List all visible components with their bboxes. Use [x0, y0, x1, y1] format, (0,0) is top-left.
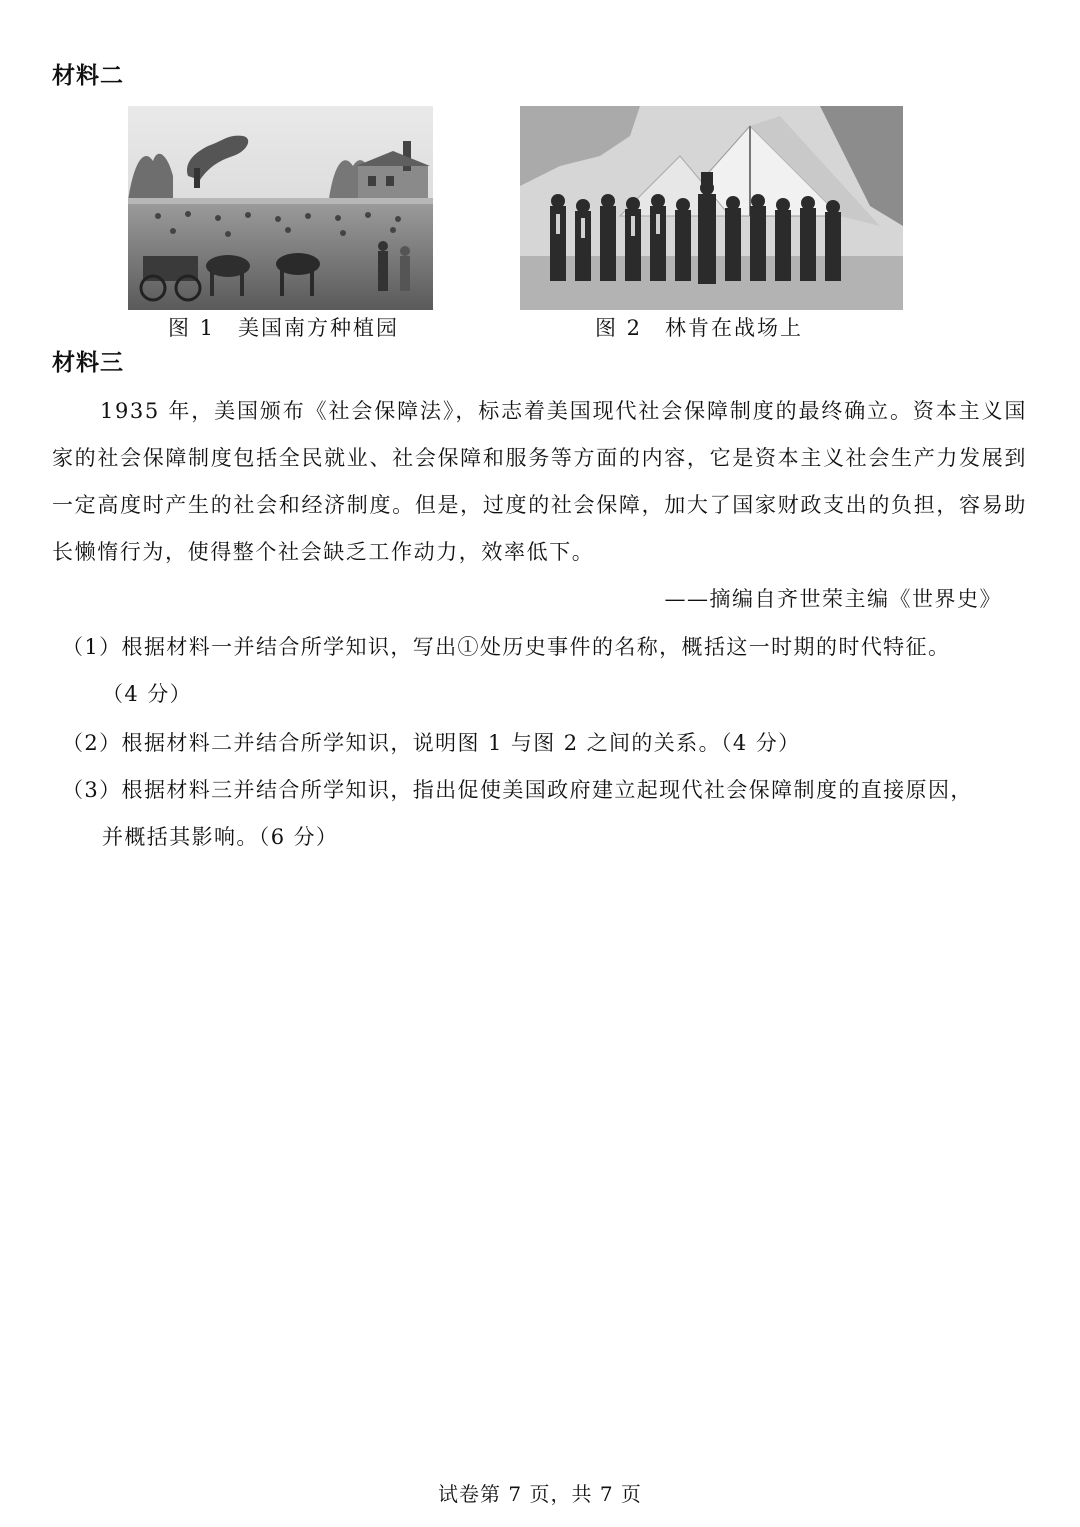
- figure-1-plantation: [128, 106, 433, 310]
- figure-1-caption: 图 1 美国南方种植园: [168, 316, 400, 340]
- question-1-score: （4 分）: [102, 682, 193, 706]
- figure-2-lincoln: [520, 106, 903, 310]
- question-1: [62, 624, 1037, 718]
- material-3-heading: 材料三: [52, 350, 124, 376]
- question-3: [62, 767, 1037, 861]
- question-3-text: （3）根据材料三并结合所学知识，指出促使美国政府建立起现代社会保障制度的直接原因，: [62, 778, 973, 802]
- figure-2-caption: 图 2 林肯在战场上: [595, 316, 804, 340]
- question-1-text: （1）根据材料一并结合所学知识，写出①处历史事件的名称，概括这一时期的时代特征。: [62, 635, 951, 659]
- material-3-paragraph: 1935 年，美国颁布《社会保障法》，标志着美国现代社会保障制度的最终确立。资本主义国家的社会保障制度包括全民就业、社会保障和服务等方面的内容，它是资本主义社会生产力发展到一定高度时产生的社会和经济制度。但是，过度的社会保障，加大了国家财政支出的负担，容易助长懒惰行为，使得整个社会缺乏工作动力，效率低下。: [52, 399, 1027, 564]
- page-footer: 试卷第 7 页，共 7 页: [438, 1482, 642, 1506]
- question-2-text: （2）根据材料二并结合所学知识，说明图 1 与图 2 之间的关系。（4 分）: [62, 731, 801, 755]
- plantation-image: [128, 106, 433, 310]
- question-2: [62, 720, 1037, 767]
- material-2-heading: 材料二: [52, 63, 124, 89]
- material-3-source: ——摘编自齐世荣主编《世界史》: [664, 587, 1002, 611]
- question-3-continuation: 并概括其影响。（6 分）: [102, 825, 339, 849]
- lincoln-camp-image: [520, 106, 903, 310]
